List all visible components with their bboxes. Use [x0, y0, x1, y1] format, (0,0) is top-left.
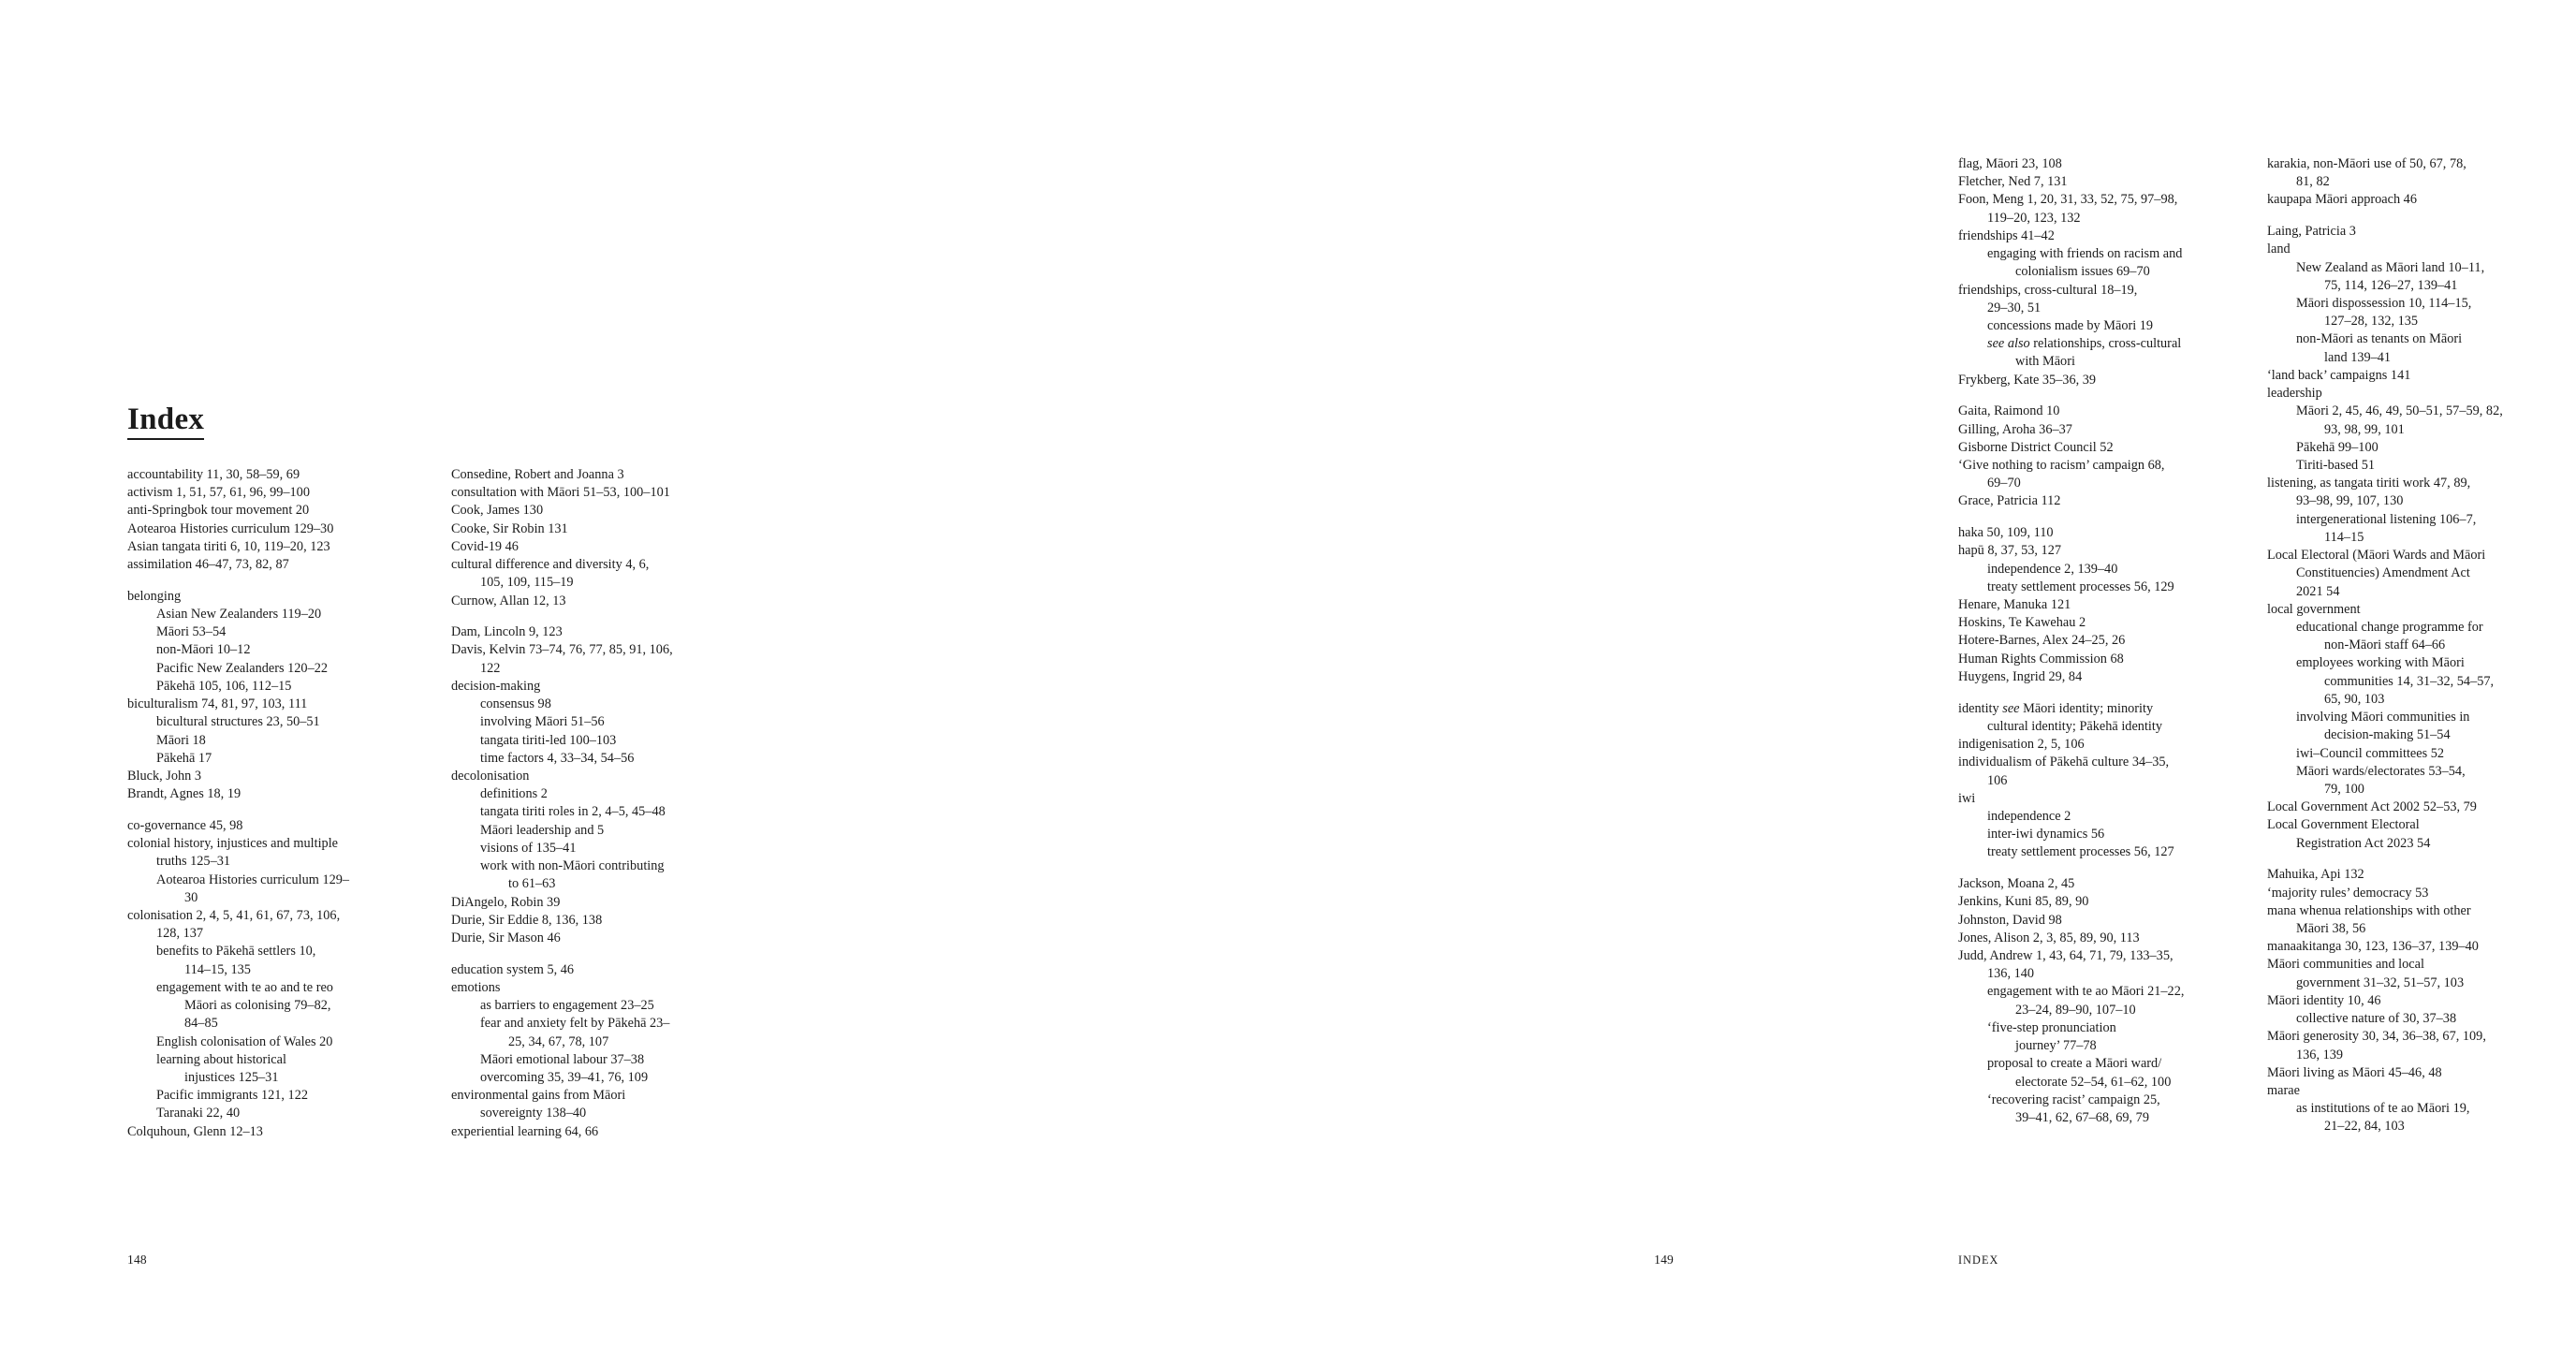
index-entry: accountability 11, 30, 58–59, 69 — [127, 467, 300, 482]
index-entry: Aotearoa Histories curriculum 129– — [156, 872, 350, 887]
index-column — [1958, 155, 2267, 1136]
index-entry: mana whenua relationships with other — [2267, 902, 2471, 918]
index-entry: Consedine, Robert and Joanna 3 — [451, 467, 624, 482]
index-entry: communities 14, 31–32, 54–57, — [2324, 673, 2495, 689]
index-entry: Pacific immigrants 121, 122 — [156, 1088, 309, 1104]
index-entry: Gaita, Raimond 10 — [1958, 403, 2060, 419]
index-entry: independence 2 — [1987, 808, 2071, 824]
index-entry: 25, 34, 67, 78, 107 — [508, 1033, 609, 1049]
index-entry: Local Government Electoral — [2267, 817, 2420, 833]
index-entry: 93, 98, 99, 101 — [2324, 421, 2405, 437]
index-entry: educational change programme for — [2296, 619, 2483, 635]
index-entry: belonging — [127, 588, 182, 604]
index-entry: bicultural structures 23, 50–51 — [156, 714, 320, 730]
index-entry: DiAngelo, Robin 39 — [451, 894, 561, 910]
page-right — [899, 0, 2503, 1348]
index-entry: Constituencies) Amendment Act — [2296, 565, 2470, 581]
page-title: Index — [127, 404, 204, 440]
index-entry: Frykberg, Kate 35–36, 39 — [1958, 372, 2097, 388]
index-entry: Māori emotional labour 37–38 — [480, 1051, 645, 1067]
index-entry: 75, 114, 126–27, 139–41 — [2324, 277, 2458, 293]
index-entry: Durie, Sir Mason 46 — [451, 930, 561, 945]
index-entry: indigenisation 2, 5, 106 — [1958, 737, 2085, 753]
index-entry: Māori leadership and 5 — [480, 822, 605, 838]
index-entry: collective nature of 30, 37–38 — [2296, 1011, 2457, 1027]
index-entry: non-Māori 10–12 — [156, 642, 251, 658]
index-entry: treaty settlement processes 56, 129 — [1987, 579, 2174, 594]
index-entry: ‘Give nothing to racism’ campaign 68, — [1958, 458, 2165, 473]
index-entry: definitions 2 — [480, 786, 548, 802]
index-entry: intergenerational listening 106–7, — [2296, 511, 2477, 527]
entry-group-spacer — [451, 610, 749, 624]
index-entry: journey’ 77–78 — [2015, 1038, 2097, 1054]
entry-group-spacer — [127, 803, 425, 817]
index-entry: activism 1, 51, 57, 61, 96, 99–100 — [127, 485, 310, 501]
index-entry: Māori dispossession 10, 114–15, — [2296, 296, 2472, 312]
index-entry: Māori communities and local — [2267, 957, 2424, 973]
index-entry: environmental gains from Māori — [451, 1088, 626, 1104]
index-entry: Māori 2, 45, 46, 49, 50–51, 57–59, 82, — [2296, 403, 2503, 419]
index-entry: Gisborne District Council 52 — [1958, 439, 2114, 455]
index-entry: identity see Māori identity; minority — [1958, 700, 2154, 716]
index-entry: ‘recovering racist’ campaign 25, — [1987, 1092, 2160, 1107]
index-entry: English colonisation of Wales 20 — [156, 1033, 333, 1049]
index-entry: 81, 82 — [2296, 174, 2330, 190]
index-entry: Fletcher, Ned 7, 131 — [1958, 174, 2068, 190]
index-entry: government 31–32, 51–57, 103 — [2296, 974, 2465, 990]
index-entry: 29–30, 51 — [1987, 300, 2042, 315]
index-entry: New Zealand as Māori land 10–11, — [2296, 259, 2485, 275]
index-entry: Pākehā 17 — [156, 750, 212, 766]
index-entry: Durie, Sir Eddie 8, 136, 138 — [451, 912, 603, 928]
cross-reference-label: see — [2002, 700, 2020, 716]
entry-group-spacer — [2267, 210, 2555, 224]
index-entry: learning about historical — [156, 1051, 286, 1067]
index-entry: Pākehā 99–100 — [2296, 439, 2378, 455]
index-entry: with Māori — [2015, 354, 2075, 370]
index-entry: Henare, Manuka 121 — [1958, 597, 2071, 613]
index-entry: haka 50, 109, 110 — [1958, 525, 2054, 541]
index-entry: Dam, Lincoln 9, 123 — [451, 624, 563, 640]
index-entry: Māori 53–54 — [156, 624, 227, 640]
index-entry: sovereignty 138–40 — [480, 1106, 587, 1121]
index-entry: Pacific New Zealanders 120–22 — [156, 660, 329, 676]
index-entry: Local Government Act 2002 52–53, 79 — [2267, 799, 2477, 815]
index-entry: ‘majority rules’ democracy 53 — [2267, 885, 2429, 901]
index-entry: listening, as tangata tiriti work 47, 89, — [2267, 476, 2471, 491]
index-entry: Asian New Zealanders 119–20 — [156, 607, 322, 623]
index-entry: 114–15 — [2324, 529, 2364, 545]
index-entry: Colquhoun, Glenn 12–13 — [127, 1123, 263, 1139]
index-entry: 136, 140 — [1987, 966, 2035, 982]
index-entry: involving Māori 51–56 — [480, 714, 605, 730]
index-entry: 79, 100 — [2324, 781, 2364, 797]
index-entry: 127–28, 132, 135 — [2324, 314, 2419, 330]
index-entry: 122 — [480, 660, 501, 676]
index-entry: 2021 54 — [2296, 583, 2340, 599]
index-entry: 30 — [184, 889, 198, 905]
index-entry: consultation with Māori 51–53, 100–101 — [451, 485, 670, 501]
entry-group-spacer — [1958, 686, 2247, 700]
index-entry: 105, 109, 115–19 — [480, 575, 574, 591]
index-entry: truths 125–31 — [156, 854, 231, 870]
index-entry: Bluck, John 3 — [127, 769, 202, 784]
index-entry: co-governance 45, 98 — [127, 817, 243, 833]
index-entry: 114–15, 135 — [184, 961, 251, 977]
index-entry: independence 2, 139–40 — [1987, 561, 2118, 577]
index-entry: Hoskins, Te Kawehau 2 — [1958, 615, 2086, 631]
index-entry: anti-Springbok tour movement 20 — [127, 503, 310, 519]
index-entry: Local Electoral (Māori Wards and Māori — [2267, 548, 2486, 564]
index-entry: treaty settlement processes 56, 127 — [1987, 844, 2174, 860]
index-entry: Hotere-Barnes, Alex 24–25, 26 — [1958, 633, 2126, 649]
index-entry: assimilation 46–47, 73, 82, 87 — [127, 557, 289, 573]
index-entry: engagement with te ao and te reo — [156, 979, 333, 995]
index-entry: injustices 125–31 — [184, 1070, 279, 1085]
index-entry: 128, 137 — [156, 926, 204, 942]
index-entry: Cook, James 130 — [451, 503, 544, 519]
index-entry: Taranaki 22, 40 — [156, 1106, 241, 1121]
index-entry: employees working with Māori — [2296, 655, 2465, 671]
index-entry: kaupapa Māori approach 46 — [2267, 192, 2417, 208]
index-entry: Human Rights Commission 68 — [1958, 651, 2124, 667]
index-entry: involving Māori communities in — [2296, 710, 2470, 725]
index-entry: consensus 98 — [480, 696, 551, 712]
index-entry: 119–20, 123, 132 — [1987, 210, 2081, 226]
index-entry: iwi — [1958, 790, 1976, 806]
index-entry: concessions made by Māori 19 — [1987, 317, 2154, 333]
index-entry: fear and anxiety felt by Pākehā 23– — [480, 1016, 670, 1032]
index-entry: Brandt, Agnes 18, 19 — [127, 786, 242, 802]
index-entry: hapū 8, 37, 53, 127 — [1958, 543, 2061, 559]
index-entry: Foon, Meng 1, 20, 31, 33, 52, 75, 97–98, — [1958, 192, 2178, 208]
index-entry: colonialism issues 69–70 — [2015, 264, 2150, 280]
entry-group-spacer — [1958, 389, 2247, 403]
index-entry: 39–41, 62, 67–68, 69, 79 — [2015, 1109, 2149, 1125]
index-entry: non-Māori as tenants on Māori — [2296, 331, 2463, 347]
entry-group-spacer — [1958, 511, 2247, 525]
index-entry: 106 — [1987, 772, 2008, 788]
index-entry: friendships 41–42 — [1958, 227, 2055, 243]
index-entry: ‘land back’ campaigns 141 — [2267, 367, 2411, 383]
index-column — [451, 466, 775, 1141]
index-entry: Māori wards/electorates 53–54, — [2296, 763, 2466, 779]
index-entry: land — [2267, 242, 2291, 257]
index-entry: engagement with te ao Māori 21–22, — [1987, 984, 2185, 1000]
index-entry: Laing, Patricia 3 — [2267, 224, 2356, 240]
running-head: INDEX — [1958, 1253, 1999, 1267]
index-entry: 23–24, 89–90, 107–10 — [2015, 1002, 2136, 1018]
index-entry: Huygens, Ingrid 29, 84 — [1958, 668, 2083, 684]
index-column — [2267, 155, 2576, 1136]
index-entry: iwi–Council committees 52 — [2296, 745, 2445, 761]
index-entry: Covid-19 46 — [451, 538, 519, 554]
index-entry: Māori generosity 30, 34, 36–38, 67, 109, — [2267, 1029, 2486, 1045]
index-entry: Johnston, David 98 — [1958, 912, 2062, 928]
index-entry: Aotearoa Histories curriculum 129–30 — [127, 520, 334, 536]
index-entry: Asian tangata tiriti 6, 10, 119–20, 123 — [127, 538, 330, 554]
index-entry: decision-making — [451, 678, 541, 694]
index-entry: Grace, Patricia 112 — [1958, 493, 2061, 509]
index-entry: see also relationships, cross-cultural — [1987, 336, 2182, 352]
entry-group-spacer — [127, 574, 425, 588]
index-entry: non-Māori staff 64–66 — [2324, 637, 2446, 653]
index-entry: to 61–63 — [508, 876, 556, 892]
index-entry: overcoming 35, 39–41, 76, 109 — [480, 1070, 649, 1085]
index-entry: cultural difference and diversity 4, 6, — [451, 557, 650, 573]
index-entry: tangata tiriti-led 100–103 — [480, 732, 617, 748]
index-entry: inter-iwi dynamics 56 — [1987, 827, 2105, 842]
index-entry: proposal to create a Māori ward/ — [1987, 1056, 2162, 1072]
index-entry: as institutions of te ao Māori 19, — [2296, 1101, 2470, 1117]
index-entry: Jones, Alison 2, 3, 85, 89, 90, 113 — [1958, 930, 2140, 945]
index-entry: education system 5, 46 — [451, 961, 575, 977]
index-entry: Cooke, Sir Robin 131 — [451, 520, 568, 536]
index-entry: ‘five-step pronunciation — [1987, 1019, 2116, 1035]
index-entry: friendships, cross-cultural 18–19, — [1958, 282, 2138, 298]
index-entry: local government — [2267, 601, 2361, 617]
entry-group-spacer — [451, 947, 749, 961]
index-entry: 65, 90, 103 — [2324, 691, 2385, 707]
index-entry: Māori 18 — [156, 732, 206, 748]
index-entry: as barriers to engagement 23–25 — [480, 998, 654, 1014]
index-entry: 93–98, 99, 107, 130 — [2296, 493, 2404, 509]
index-entry: Pākehā 105, 106, 112–15 — [156, 678, 292, 694]
index-entry: individualism of Pākehā culture 34–35, — [1958, 755, 2170, 770]
index-entry: Mahuika, Api 132 — [2267, 867, 2364, 883]
index-entry: Gilling, Aroha 36–37 — [1958, 421, 2072, 437]
index-entry: Registration Act 2023 54 — [2296, 835, 2431, 851]
folio-right: 149 — [1654, 1253, 1674, 1267]
index-entry: Judd, Andrew 1, 43, 64, 71, 79, 133–35, — [1958, 947, 2174, 963]
entry-group-spacer — [1958, 862, 2247, 876]
index-entry: flag, Māori 23, 108 — [1958, 156, 2062, 171]
index-entry: visions of 135–41 — [480, 840, 577, 856]
index-entry: 136, 139 — [2296, 1047, 2344, 1062]
index-entry: electorate 52–54, 61–62, 100 — [2015, 1074, 2172, 1090]
index-entry: tangata tiriti roles in 2, 4–5, 45–48 — [480, 804, 666, 820]
index-entry: benefits to Pākehā settlers 10, — [156, 944, 316, 960]
index-entry: experiential learning 64, 66 — [451, 1123, 599, 1139]
index-entry: Māori living as Māori 45–46, 48 — [2267, 1064, 2442, 1080]
index-entry: Māori identity 10, 46 — [2267, 992, 2381, 1008]
index-entry: decision-making 51–54 — [2324, 727, 2451, 743]
index-entry: Curnow, Allan 12, 13 — [451, 593, 566, 608]
index-entry: work with non-Māori contributing — [480, 858, 665, 874]
index-entry: Jenkins, Kuni 85, 89, 90 — [1958, 894, 2089, 910]
index-entry: 69–70 — [1987, 476, 2021, 491]
entry-group-spacer — [2267, 853, 2555, 867]
index-entry: marae — [2267, 1082, 2300, 1098]
index-entry: biculturalism 74, 81, 97, 103, 111 — [127, 696, 308, 712]
cross-reference-label: see also — [1987, 336, 2030, 352]
index-entry: emotions — [451, 979, 501, 995]
page-left — [0, 0, 899, 1348]
index-columns-left — [127, 466, 775, 1141]
folio-left: 148 — [127, 1253, 147, 1267]
index-entry: engaging with friends on racism and — [1987, 246, 2183, 262]
index-entry: decolonisation — [451, 769, 530, 784]
index-entry: cultural identity; Pākehā identity — [1987, 718, 2163, 734]
index-entry: 84–85 — [184, 1016, 218, 1032]
index-entry: leadership — [2267, 386, 2322, 402]
index-column — [127, 466, 451, 1141]
index-entry: colonisation 2, 4, 5, 41, 61, 67, 73, 106, — [127, 908, 341, 924]
index-entry: Davis, Kelvin 73–74, 76, 77, 85, 91, 106, — [451, 642, 673, 658]
index-entry: Tiriti-based 51 — [2296, 458, 2376, 473]
index-entry: colonial history, injustices and multiple — [127, 836, 339, 852]
index-entry: karakia, non-Māori use of 50, 67, 78, — [2267, 156, 2466, 171]
index-entry: time factors 4, 33–34, 54–56 — [480, 750, 635, 766]
index-columns-right — [1958, 155, 2576, 1136]
index-entry: land 139–41 — [2324, 349, 2392, 365]
index-entry: Māori 38, 56 — [2296, 920, 2366, 936]
index-entry: Jackson, Moana 2, 45 — [1958, 876, 2075, 892]
index-entry: manaakitanga 30, 123, 136–37, 139–40 — [2267, 939, 2479, 955]
index-entry: Māori as colonising 79–82, — [184, 998, 331, 1014]
index-entry: 21–22, 84, 103 — [2324, 1119, 2405, 1135]
